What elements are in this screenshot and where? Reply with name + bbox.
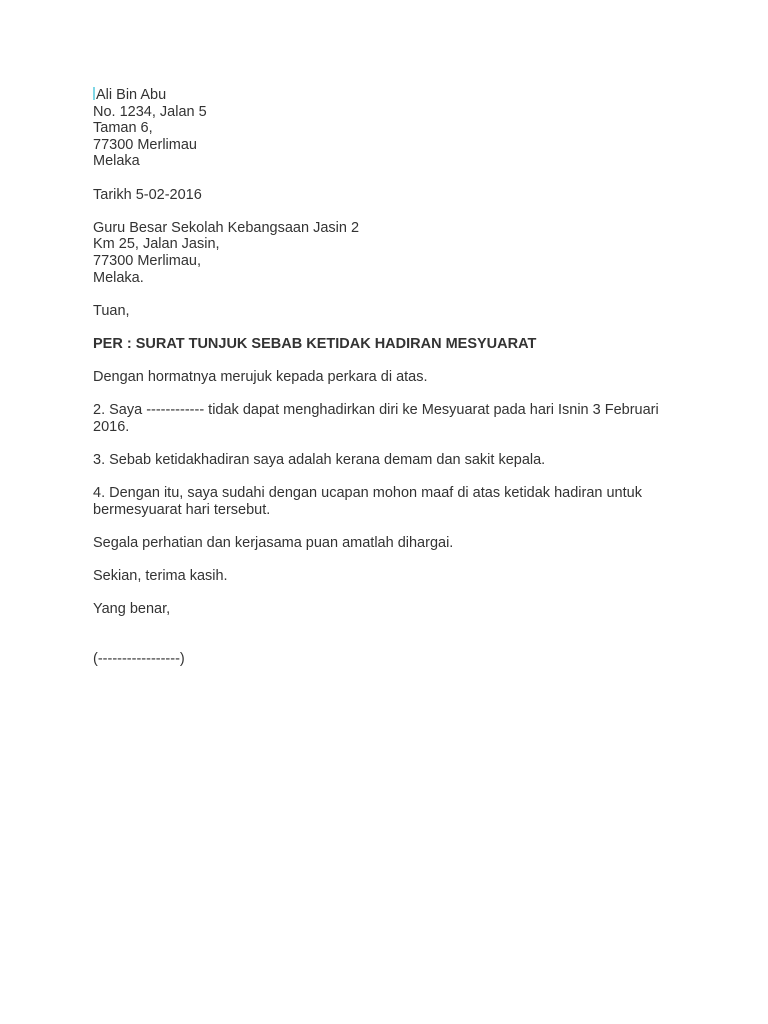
sender-address-line: Melaka [93,153,140,170]
recipient-line: 77300 Merlimau, [93,252,201,269]
letter-subject: PER : SURAT TUNJUK SEBAB KETIDAK HADIRAN MESYUARAT [93,335,537,352]
recipient-line: Melaka. [93,269,144,286]
sender-address-line: No. 1234, Jalan 5 [93,103,207,120]
letter-body [93,87,663,668]
paragraph: 4. Dengan itu, saya sudahi dengan ucapan mohon maaf di atas ketidak hadiran untuk bermesyuarat hari tersebut. [93,485,642,518]
paragraph: 3. Sebab ketidakhadiran saya adalah kerana demam dan sakit kepala. [93,452,546,469]
letter-date: Tarikh 5-02-2016 [93,186,202,203]
recipient-address [93,220,663,286]
sender-address-line: 77300 Merlimau [93,136,197,153]
closing: Sekian, terima kasih. [93,568,228,585]
sign-off: Yang benar, [93,601,171,618]
paragraph: 2. Saya ------------ tidak dapat menghadirkan diri ke Mesyuarat pada hari Isnin 3 Februari 2016. [93,402,659,435]
sender-address-line: Taman 6, [93,120,153,137]
signature-line: (-----------------) [93,651,185,668]
sender-address [93,87,663,170]
paragraph: Segala perhatian dan kerjasama puan amatlah dihargai. [93,535,454,552]
sender-name: Ali Bin Abu [96,87,167,103]
recipient-line: Guru Besar Sekolah Kebangsaan Jasin 2 [93,219,360,236]
text-cursor-icon [93,87,95,100]
paragraph: Dengan hormatnya merujuk kepada perkara di atas. [93,369,428,386]
salutation: Tuan, [93,302,130,319]
recipient-line: Km 25, Jalan Jasin, [93,236,220,253]
